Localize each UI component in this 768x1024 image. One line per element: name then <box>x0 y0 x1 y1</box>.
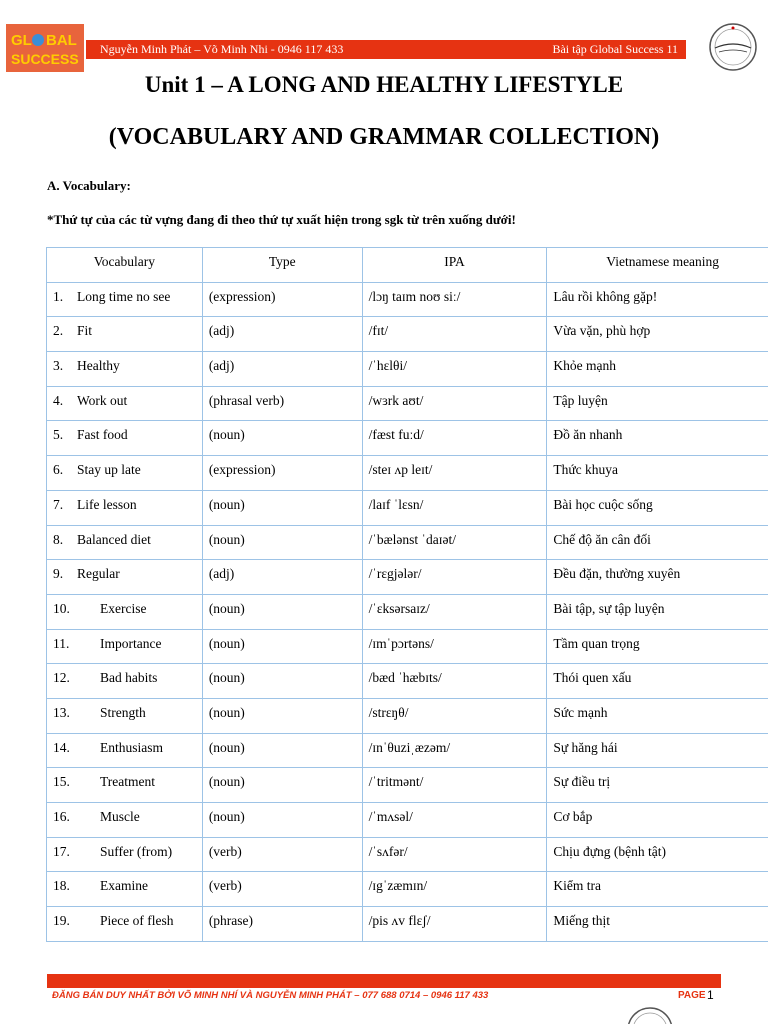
vocab-ipa: /fæst fuːd/ <box>362 421 547 456</box>
table-row <box>47 664 768 699</box>
header-bar <box>86 40 686 59</box>
vocab-meaning: Thói quen xấu <box>547 664 768 699</box>
vocab-word-cell <box>47 352 203 387</box>
vocab-type: (verb) <box>202 872 362 907</box>
vocab-word: Strength <box>100 704 146 720</box>
row-number: 11. <box>53 635 70 651</box>
table-row <box>47 872 768 907</box>
vocab-meaning: Đồ ăn nhanh <box>547 421 768 456</box>
header-ipa: IPA <box>362 248 547 283</box>
table-row <box>47 768 768 803</box>
vocab-type: (expression) <box>202 456 362 491</box>
vocab-word-cell <box>47 664 203 699</box>
vocab-type: (verb) <box>202 837 362 872</box>
vocab-ipa: /lɔŋ taɪm noʊ siː/ <box>362 282 547 317</box>
row-number: 9. <box>53 566 64 582</box>
page-number: 1 <box>707 988 714 1002</box>
vocab-type: (noun) <box>202 803 362 838</box>
table-row <box>47 317 768 352</box>
vocab-meaning: Thức khuya <box>547 456 768 491</box>
vocab-word-cell <box>47 456 203 491</box>
vocab-word: Long time no see <box>77 288 171 304</box>
row-number: 1. <box>53 288 64 304</box>
vocab-word: Treatment <box>100 774 155 790</box>
vocab-word: Stay up late <box>77 462 141 478</box>
footer-bar <box>47 974 721 988</box>
vocab-type: (noun) <box>202 421 362 456</box>
vocab-order-note: *Thứ tự của các từ vựng đang đi theo thứ tự xuất hiện trong sgk từ trên xuống dưới! <box>47 212 516 227</box>
row-number: 7. <box>53 496 64 512</box>
vocab-ipa: /ˈbælənst ˈdaɪət/ <box>362 525 547 560</box>
row-number: 3. <box>53 358 64 374</box>
vocab-word-cell <box>47 594 203 629</box>
vocab-word: Fast food <box>77 427 128 443</box>
svg-text:GL: GL <box>11 32 32 49</box>
vocab-ipa: /strɛŋθ/ <box>362 698 547 733</box>
row-number: 10. <box>53 600 70 616</box>
vocab-ipa: /ˈsʌfər/ <box>362 837 547 872</box>
vocab-meaning: Sự điều trị <box>547 768 768 803</box>
table-row <box>47 490 768 525</box>
vocab-word: Bad habits <box>100 670 158 686</box>
vocab-ipa: /ˈtritmənt/ <box>362 768 547 803</box>
vocab-ipa: /fɪt/ <box>362 317 547 352</box>
vocab-word: Regular <box>77 566 120 582</box>
row-number: 17. <box>53 843 70 859</box>
row-number: 12. <box>53 670 70 686</box>
vocab-meaning: Chế độ ăn cân đối <box>547 525 768 560</box>
vocab-word: Healthy <box>77 358 120 374</box>
vocab-word-cell <box>47 560 203 595</box>
vocab-type: (phrasal verb) <box>202 386 362 421</box>
vocab-word: Work out <box>77 392 128 408</box>
table-row <box>47 352 768 387</box>
table-row <box>47 594 768 629</box>
vocab-meaning: Bài học cuộc sống <box>547 490 768 525</box>
vocabulary-table <box>46 247 768 942</box>
vocab-word-cell <box>47 421 203 456</box>
table-row <box>47 803 768 838</box>
page-subtitle: (VOCABULARY AND GRAMMAR COLLECTION) <box>108 124 660 150</box>
row-number: 14. <box>53 739 70 755</box>
table-row <box>47 837 768 872</box>
header-authors: Nguyễn Minh Phát – Võ Minh Nhi - 0946 117 433 <box>100 42 344 56</box>
table-row <box>47 456 768 491</box>
table-row <box>47 282 768 317</box>
vocab-word-cell <box>47 768 203 803</box>
row-number: 16. <box>53 809 70 824</box>
row-number: 5. <box>53 427 64 443</box>
vocab-type: (noun) <box>202 664 362 699</box>
table-row <box>47 525 768 560</box>
header-type: Type <box>202 248 362 283</box>
vocab-type: (noun) <box>202 733 362 768</box>
vocab-type: (noun) <box>202 525 362 560</box>
vocab-word: Suffer (from) <box>100 843 173 859</box>
vocab-word: Life lesson <box>77 496 137 512</box>
section-heading: A. Vocabulary: <box>47 178 131 193</box>
vocab-word-cell <box>47 490 203 525</box>
vocab-type: (phrase) <box>202 907 362 942</box>
vocab-word: Balanced diet <box>77 531 151 547</box>
vocab-meaning: Bài tập, sự tập luyện <box>547 594 768 629</box>
vocab-meaning: Cơ bắp <box>547 803 768 838</box>
vocab-type: (adj) <box>202 317 362 352</box>
footer-credit: ĐĂNG BÁN DUY NHẤT BỞI VÕ MINH NHÍ VÀ NGUYỄN MINH PHÁT – 077 688 0714 – 0946 117 433 <box>52 990 489 1001</box>
vocab-word-cell <box>47 317 203 352</box>
table-row <box>47 560 768 595</box>
vocab-type: (noun) <box>202 698 362 733</box>
vocab-word-cell <box>47 525 203 560</box>
vocab-type: (noun) <box>202 594 362 629</box>
vocab-meaning: Vừa vặn, phù hợp <box>547 317 768 352</box>
vocab-ipa: /pis ʌv flɛʃ/ <box>362 907 547 942</box>
vocab-word: Fit <box>77 323 93 339</box>
vocab-word-cell <box>47 907 203 942</box>
vocab-word: Enthusiasm <box>100 739 163 755</box>
vocab-type: (noun) <box>202 768 362 803</box>
page-label: PAGE <box>678 990 706 1001</box>
vocab-word: Piece of flesh <box>100 913 174 929</box>
row-number: 15. <box>53 774 70 790</box>
table-header-row <box>47 248 768 283</box>
vocab-ipa: /ɪnˈθuziˌæzəm/ <box>362 733 547 768</box>
vocab-ipa: /laɪf ˈlɛsn/ <box>362 490 547 525</box>
table-row <box>47 629 768 664</box>
vocab-meaning: Sức mạnh <box>547 698 768 733</box>
vocab-word: Muscle <box>100 809 140 824</box>
vocab-ipa: /ˈmʌsəl/ <box>362 803 547 838</box>
row-number: 4. <box>53 392 64 408</box>
vocab-meaning: Tập luyện <box>547 386 768 421</box>
row-number: 6. <box>53 462 64 478</box>
vocab-word-cell <box>47 282 203 317</box>
row-number: 2. <box>53 323 64 339</box>
vocab-word: Exercise <box>100 600 147 616</box>
page-title: Unit 1 – A LONG AND HEALTHY LIFESTYLE <box>144 72 624 97</box>
global-success-logo <box>6 24 84 72</box>
table-row <box>47 907 768 942</box>
footer-stamp-logo <box>625 1006 675 1024</box>
vocab-meaning: Sự hăng hái <box>547 733 768 768</box>
table-row <box>47 698 768 733</box>
table-row <box>47 421 768 456</box>
vocab-meaning: Tầm quan trọng <box>547 629 768 664</box>
vocab-ipa: /ɪgˈzæmɪn/ <box>362 872 547 907</box>
vocab-meaning: Chịu đựng (bệnh tật) <box>547 837 768 872</box>
vocab-word: Examine <box>100 878 148 894</box>
vocab-meaning: Khỏe mạnh <box>547 352 768 387</box>
table-row <box>47 386 768 421</box>
vocab-ipa: /ɪmˈpɔrtəns/ <box>362 629 547 664</box>
header-book-title: Bài tập Global Success 11 <box>552 42 678 56</box>
row-number: 13. <box>53 704 70 720</box>
header-vocabulary: Vocabulary <box>47 248 203 283</box>
vocab-type: (noun) <box>202 629 362 664</box>
header-meaning: Vietnamese meaning <box>547 248 768 283</box>
vocab-meaning: Lâu rồi không gặp! <box>547 282 768 317</box>
table-row <box>47 733 768 768</box>
row-number: 8. <box>53 531 64 547</box>
svg-text:BAL: BAL <box>46 32 77 49</box>
vocab-word: Importance <box>100 635 162 651</box>
vocab-word-cell <box>47 629 203 664</box>
vocab-type: (expression) <box>202 282 362 317</box>
vocab-ipa: /ˈɛksərsaɪz/ <box>362 594 547 629</box>
vocab-type: (noun) <box>202 490 362 525</box>
vocab-ipa: /wɜrk aʊt/ <box>362 386 547 421</box>
vocab-meaning: Miếng thịt <box>547 907 768 942</box>
vocab-word-cell <box>47 386 203 421</box>
row-number: 18. <box>53 878 70 894</box>
vocab-ipa: /ˈrɛgjələr/ <box>362 560 547 595</box>
author-stamp-logo <box>703 22 763 72</box>
row-number: 19. <box>53 913 70 929</box>
vocab-word-cell <box>47 872 203 907</box>
vocab-word-cell <box>47 803 203 838</box>
vocab-type: (adj) <box>202 560 362 595</box>
vocab-ipa: /steɪ ʌp leɪt/ <box>362 456 547 491</box>
vocab-type: (adj) <box>202 352 362 387</box>
vocab-ipa: /ˈhɛlθi/ <box>362 352 547 387</box>
vocab-ipa: /bæd ˈhæbɪts/ <box>362 664 547 699</box>
svg-text:SUCCESS: SUCCESS <box>11 51 79 67</box>
vocab-word-cell <box>47 698 203 733</box>
vocab-word-cell <box>47 733 203 768</box>
vocab-word-cell <box>47 837 203 872</box>
vocab-meaning: Kiểm tra <box>547 872 768 907</box>
vocab-meaning: Đều đặn, thường xuyên <box>547 560 768 595</box>
